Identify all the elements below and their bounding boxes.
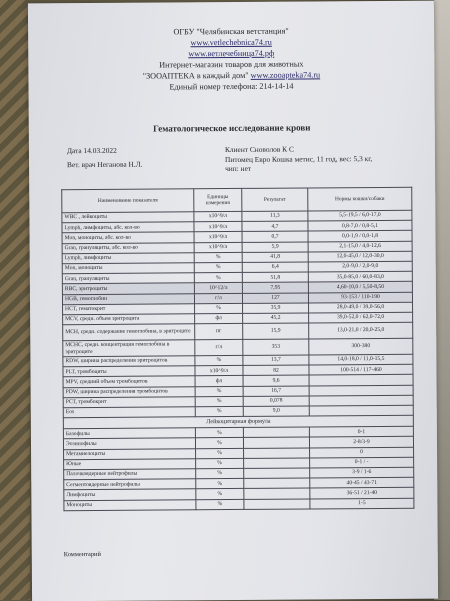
cell-result: 16,7 — [243, 386, 309, 397]
cell-name: Юные — [64, 459, 196, 470]
cell-result: 7,95 — [242, 282, 308, 293]
cell-unit: % — [195, 438, 243, 449]
cell-name: Палочкоядерные нейтрофилы — [64, 469, 196, 480]
cell-name: Эозинофилы — [63, 438, 195, 449]
pet-field-line1: Питомец Евро Кошка метис, 11 год, вес: 5,3 кг, — [224, 154, 373, 165]
document-title: Гематологическое исследование крови — [153, 122, 311, 134]
cell-result: 9,0 — [243, 406, 309, 417]
cell-name: Eos — [63, 407, 195, 418]
cell-name: RDW, ширина распределения эритроцитов — [63, 356, 195, 367]
cell-unit: пг — [195, 323, 243, 339]
cell-result: 6,4 — [242, 262, 308, 273]
cell-unit: % — [194, 262, 242, 273]
cell-result — [244, 468, 310, 479]
cell-norm: 14,0-18,0 / 11,0-15,5 — [309, 354, 413, 365]
clinic-name: ОГБУ "Челябинская ветстанция" — [173, 26, 289, 37]
client-field: Клиент Сноволов К С — [224, 144, 294, 155]
cell-unit: г/л — [194, 293, 242, 304]
cell-name: WBC , лейкоциты — [62, 212, 194, 223]
cell-norm: 93-153 / 110-190 — [308, 292, 412, 303]
cell-name: Базофилы — [63, 428, 195, 439]
table-header-row — [62, 187, 412, 212]
background-fabric — [0, 0, 30, 600]
cell-name: MPV, средний объем тромбоцитов — [63, 376, 195, 387]
cell-norm: 5,5-19,5 / 6,0-17,0 — [308, 210, 412, 221]
cell-result: 353 — [243, 339, 309, 355]
cell-result — [243, 437, 309, 448]
cell-result: 41,8 — [242, 252, 308, 263]
cell-name: Lymph, лимфоциты, абс. кол-во — [62, 222, 194, 233]
cell-name: PLT, тромбоциты — [63, 366, 195, 377]
cell-unit: % — [194, 252, 242, 263]
date-field: Дата 14.03.2022 — [66, 145, 117, 156]
cell-norm: 12,0-45,0 / 12,0-30,0 — [308, 251, 412, 262]
cell-result — [244, 458, 310, 469]
phone-line: Единый номер телефона: 214-14-14 — [169, 81, 294, 92]
cell-name: PCT, тромбокрит — [63, 397, 195, 408]
cell-norm: 0-1 — [309, 426, 413, 437]
cell-unit: % — [196, 468, 244, 479]
cell-norm: 0-1 / - — [310, 457, 414, 468]
cell-name: Gran, грануляциты — [62, 273, 194, 284]
cell-result: 4,7 — [242, 221, 308, 232]
cell-norm: 39,0-52,0 / 62,0-72,0 — [309, 312, 413, 323]
cell-norm — [309, 385, 413, 396]
cell-name: Лимфоциты — [64, 489, 196, 500]
shop-title: Интернет-магазин товаров для животных — [159, 59, 304, 70]
cell-name: MCV, средн. объем эритроцита — [63, 314, 195, 325]
cell-unit: % — [195, 303, 243, 314]
header-cell: Единицы измерения — [194, 188, 242, 211]
cell-unit: % — [196, 448, 244, 459]
cell-unit: % — [196, 479, 244, 490]
document-sheet — [28, 1, 438, 601]
cell-name: Lymph, лимфоциты — [62, 253, 194, 264]
cell-result: 35,9 — [243, 303, 309, 314]
cell-unit: х10^9/л — [195, 366, 243, 377]
cell-norm: 2,0-9,0 / 2,0-9,0 — [308, 261, 412, 272]
cell-unit: 10^12/л — [194, 283, 242, 294]
cell-result: 0,078 — [243, 396, 309, 407]
cell-name: Метамиелоциты — [64, 448, 196, 459]
header-cell: Результат — [242, 188, 308, 211]
cell-norm — [309, 395, 413, 406]
cell-norm: 1-5 — [310, 498, 414, 509]
cell-norm — [309, 375, 413, 386]
cell-norm: 28,0-49,0 / 39,0-56,0 — [309, 302, 413, 313]
cell-result: 9,6 — [243, 375, 309, 386]
results-table — [61, 187, 414, 511]
cell-unit: % — [195, 406, 243, 417]
cell-result — [244, 488, 310, 499]
cell-norm: 300-380 — [309, 338, 413, 355]
cell-name: Моноциты — [64, 499, 196, 510]
cell-norm: 0,0-1,9 / 0,0-1,8 — [308, 231, 412, 242]
shop-name: "ЗООАПТЕКА в каждый дом" — [142, 70, 249, 81]
cell-unit: % — [196, 458, 244, 469]
cell-norm: 35,0-85,0 / 60,0-83,0 — [308, 271, 412, 282]
clinic-website-link[interactable]: www.vetlechebnica74.ru — [190, 37, 272, 48]
cell-name: MCH, средн. содержание гемоглобина, в эритроците — [63, 324, 195, 341]
cell-norm: 0,8-7,0 / 0,8-5,1 — [308, 220, 412, 231]
doctor-field: Вет. врач Неганова Н.Л. — [67, 159, 143, 170]
cell-norm: 13,0-21,0 / 20,0-25,0 — [309, 322, 413, 339]
cell-norm: 2,1-15,0 / 4,0-12,6 — [308, 241, 412, 252]
cell-result: 45,2 — [243, 313, 309, 324]
cell-unit: % — [195, 386, 243, 397]
cell-unit: % — [195, 428, 243, 439]
cell-result: 127 — [242, 292, 308, 303]
cell-unit: % — [195, 355, 243, 366]
cell-result: 82 — [243, 365, 309, 376]
cell-norm: 3-9 / 1-6 — [310, 467, 414, 478]
cell-name: MCHC, средн. концентрация гемоглобина в эритроците — [63, 340, 195, 357]
cell-norm: 0 — [310, 447, 414, 458]
cell-result: 5,9 — [242, 242, 308, 253]
cell-name: HGB, гемоглобин — [62, 293, 194, 304]
cell-name: Сегментоядерные нейтрофилы — [64, 479, 196, 490]
cell-norm: 4,60-10,0 / 5,50-8,50 — [308, 282, 412, 293]
cell-name: Mon, моноциты, абс. кол-во — [62, 232, 194, 243]
cell-unit: х10^9/л — [194, 211, 242, 222]
header-cell: Наименование показателя — [62, 189, 194, 213]
cell-result: 51,8 — [242, 272, 308, 283]
cell-unit: % — [196, 489, 244, 500]
cell-result: 11,3 — [242, 211, 308, 222]
cell-name: Mon, моноциты — [62, 263, 194, 274]
cell-result: 0,7 — [242, 231, 308, 242]
cell-norm: 36-51 / 21-40 — [310, 488, 414, 499]
cell-result — [243, 427, 309, 438]
cell-unit: х10^9/л — [194, 242, 242, 253]
table-row — [64, 498, 414, 511]
shop-website-link[interactable]: www.zooapteka74.ru — [250, 70, 321, 80]
cell-unit: % — [196, 499, 244, 510]
cell-unit: х10^9/л — [194, 232, 242, 243]
cell-norm: 100-514 / 117-460 — [309, 364, 413, 375]
cell-name: HCT, гематокрит — [63, 303, 195, 314]
header-cell: Нормы кошки/собаки — [308, 187, 412, 211]
cell-unit: х10^9/л — [194, 222, 242, 233]
cell-unit: % — [194, 273, 242, 284]
cell-unit: фл — [195, 313, 243, 324]
cell-result — [244, 448, 310, 459]
cell-result: 13,7 — [243, 355, 309, 366]
cell-result: 15,9 — [243, 323, 309, 339]
cell-name: Gran, грануляциты, абс. кол-во — [62, 242, 194, 253]
cell-name: RBC, эритроциты — [62, 283, 194, 294]
cell-norm — [309, 405, 413, 416]
cell-unit: % — [195, 396, 243, 407]
cell-unit: фл — [195, 376, 243, 387]
leukocyte-formula-title: Лейкоцитарная формула — [63, 415, 413, 428]
pet-field-line2: чип: нет — [225, 163, 252, 174]
cell-result — [244, 478, 310, 489]
cell-norm: 2-8/3-9 — [309, 437, 413, 448]
cell-norm: 40-45 / 43-71 — [310, 477, 414, 488]
cell-result — [244, 498, 310, 509]
comment-label: Комментарий — [63, 550, 101, 559]
clinic-header — [28, 25, 434, 94]
cell-name: PDW, ширина распределения тромбоцитов — [63, 386, 195, 397]
cell-unit: г/л — [195, 339, 243, 355]
clinic-website-rf-link[interactable]: www.ветлечебница74.рф — [188, 48, 275, 59]
